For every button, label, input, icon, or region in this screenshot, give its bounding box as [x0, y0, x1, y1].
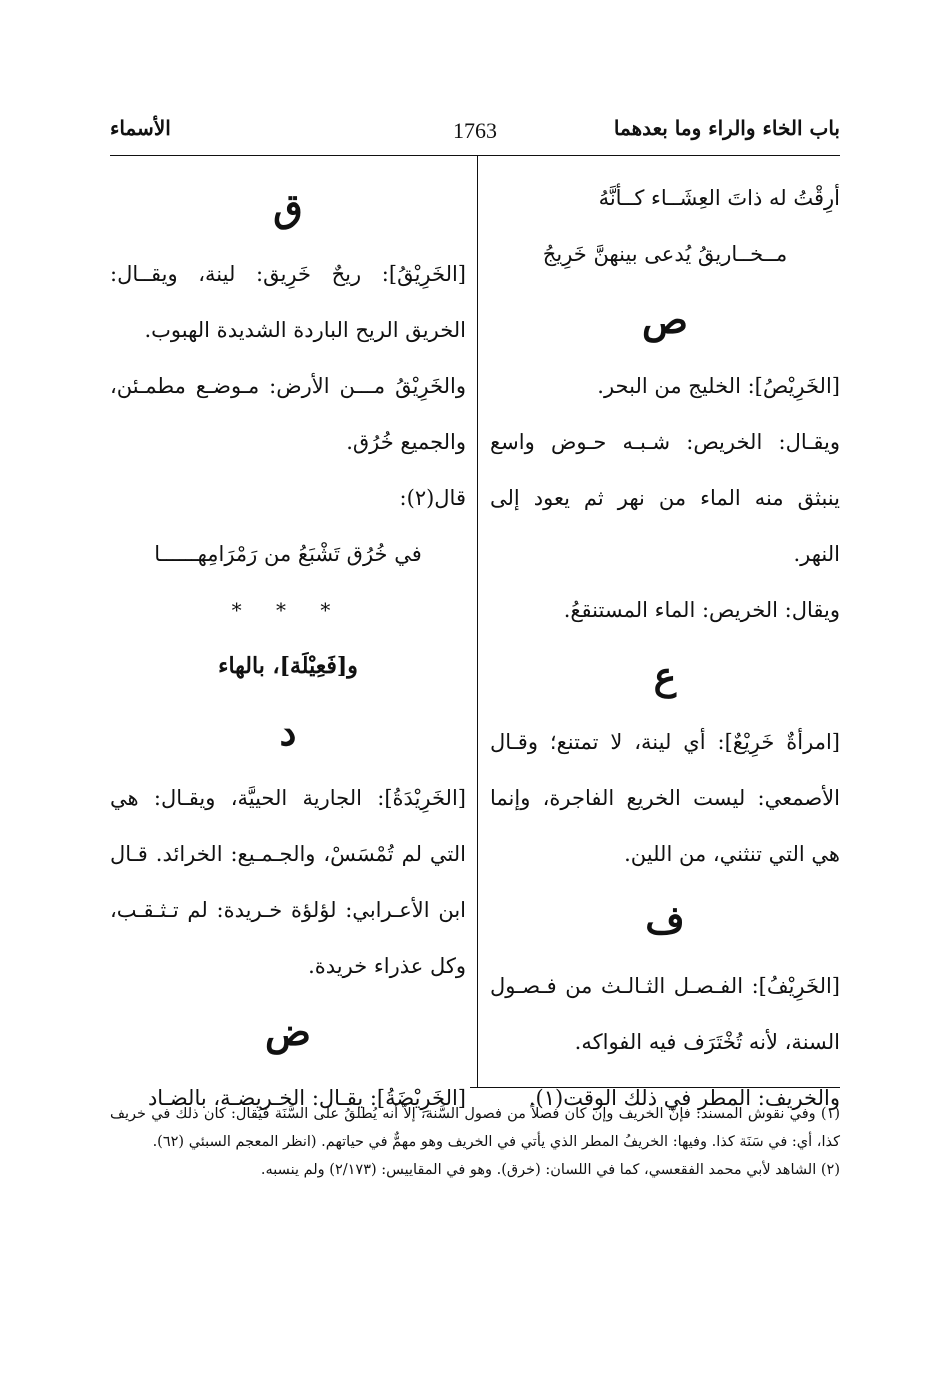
letter-heading-dad: ض — [265, 1009, 311, 1054]
footnote-1: (١) وفي نقوش المسند: فإنّ الخريف وإن كان فصلاً من فصول السَّنة، إلاّ أنه يُطلقُ على السَّنَة فيُقال: كان ذلك في خريف كذا، أي: في سَنَة كذا. وفيها: الخريفُ المطر الذي يأتي في الخريف وهو مهمٌّ في حياتهم. (انظر المعجم السبئي (٦٢). — [110, 1106, 840, 1150]
right-column — [490, 170, 840, 1126]
letter-heading-fa: ف — [645, 897, 685, 942]
verse-line-1: أرِقْتُ له ذاتَ العِشَــاء كــأنَّهُ — [598, 186, 840, 210]
verse-line-2: مــخــاريقُ يُدعى بينهنَّ خَرِيجُ — [542, 242, 788, 266]
entry-kharis: [الخَرِيْصُ]: الخليج من البحر. — [597, 374, 840, 398]
entry-khari: [امرأةٌ خَرِيْعٌ]: أي لينة، لا تمتنع؛ وقـال الأصمعي: ليست الخريع الفاجرة، وإنما هي التي تنثني، من اللين. — [490, 730, 840, 866]
entry-kharida-dad: [الخَرِيْضَةُ]: يقـال: الخـريضـة، بالضـاد — [147, 1086, 466, 1110]
entry-kharis-2: ويقـال: الخريص: شـبـه حـوض واسع ينبثق منه الماء من نهر ثم يعود إلى النهر. — [490, 430, 840, 566]
entry-kharis-3: ويقال: الخريص: الماء المستنقعُ. — [563, 598, 840, 622]
page-header — [110, 112, 840, 152]
entry-kharif: [الخَرِيْفُ]: الفـصـل الثـالـث من فـصـول السنة، لأنه تُخْتَرَف فيه الفواكه. — [490, 974, 840, 1054]
section-separator: * * * — [231, 598, 345, 622]
letter-heading-sad: ص — [642, 297, 688, 342]
letter-heading-qaf: ق — [273, 185, 303, 230]
poet-attribution: قال(٢): — [399, 486, 466, 510]
section-title: الأسماء — [110, 116, 171, 140]
pattern-heading: و[فَعِيْلَة]، بالهاء — [218, 653, 358, 679]
footnotes — [110, 1100, 840, 1184]
entry-kharida: [الخَرِيْدَةُ]: الجارية الحييَّة، ويقـال: هي التي لم تُمْسَسْ، والجـمـيع: الخرائد. قـال ابن الأعـرابي: لؤلؤة خـريدة: لم تـثـقـب، وكل عذراء خريدة. — [110, 786, 466, 978]
entry-kharif-2: والخريف: المطر في ذلك الوقت(١). — [528, 1086, 840, 1110]
footnote-rule — [470, 1087, 840, 1088]
page-number: 1763 — [453, 118, 497, 143]
verse-line: في خُرُق تَشْبَعُ من رَمْرَامِهــــــا — [154, 542, 422, 566]
header-rule — [110, 155, 840, 156]
left-column — [110, 170, 466, 1126]
entry-khariq: [الخَرِيْقُ]: ريحٌ خَرِيق: لينة، ويقــال: الخريق الريح الباردة الشديدة الهبوب. — [110, 262, 466, 342]
entry-khariq-2: والخَرِيْقُ مـــن الأرض: مـوضـع مطمـئن، والجميع خُرُق. — [110, 374, 466, 454]
column-divider — [477, 156, 478, 1088]
letter-heading-ayn: ع — [653, 653, 677, 698]
chapter-title: باب الخاء والراء وما بعدهما — [613, 116, 840, 140]
letter-heading-dal: د — [279, 709, 297, 754]
footnote-2: (٢) الشاهد لأبي محمد الفقعسي، كما في اللسان: (خرق). وهو في المقاييس: (٢/١٧٣) ولم ينسبه. — [260, 1162, 840, 1178]
